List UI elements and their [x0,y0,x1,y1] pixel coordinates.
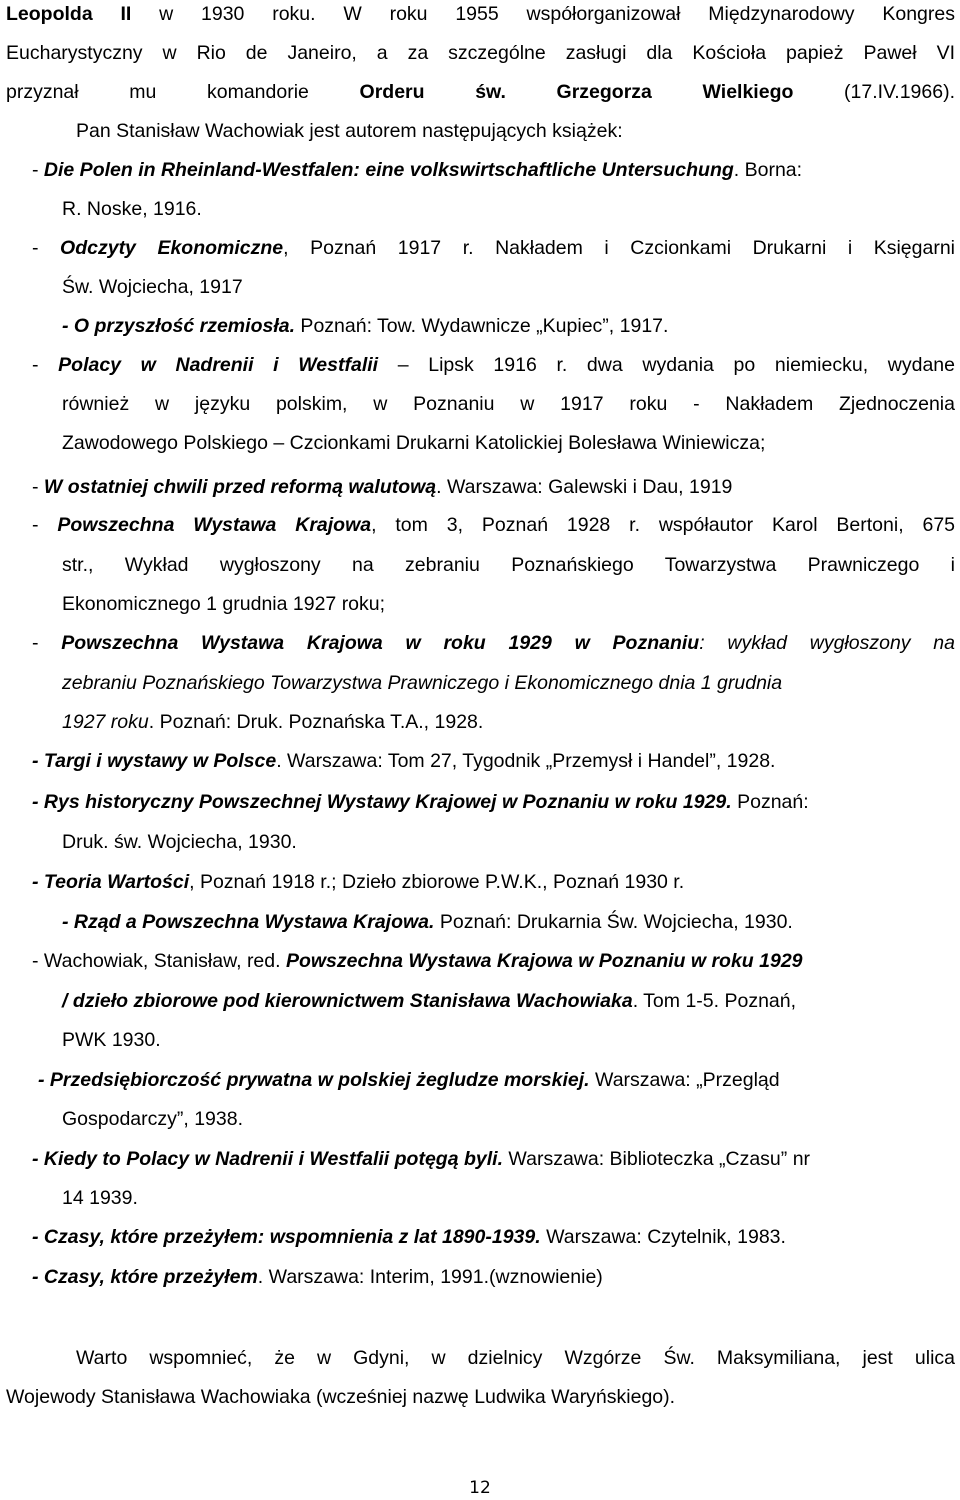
text-segment: Orderu św. Grzegorza Wielkiego [359,81,794,103]
text-line [62,1186,138,1210]
text-segment: Poznań: [731,791,809,813]
book-title: Powszechna Wystawa Krajowa w roku 1929 w Poznaniu [61,632,700,654]
book-title: - Czasy, które przeżyłem [32,1266,258,1288]
text-line [62,910,793,934]
text-line [62,314,668,338]
text-line [6,1385,675,1409]
text-segment: R. Noske, 1916. [62,198,202,220]
text-segment: 1927 roku [62,711,149,733]
text-segment: - [32,476,44,498]
text-segment: przyznał mu komandorie [6,81,360,103]
book-title: Powszechna Wystawa Krajowa w Poznaniu w roku 1929 [285,950,803,972]
text-line [62,197,202,221]
page-number: 12 [469,1478,491,1498]
text-segment: PWK 1930. [62,1029,161,1051]
text-line [32,1225,786,1249]
text-line [62,553,955,577]
text-line [32,513,955,537]
text-line [32,1265,603,1289]
text-segment: Gospodarczy”, 1938. [62,1108,244,1130]
text-segment: Wojewody Stanisława Wachowiaka (wcześniej nazwę Ludwika Waryńskiego). [6,1386,676,1408]
text-line [76,1346,955,1370]
text-line [38,1068,780,1092]
text-segment: Zawodowego Polskiego – Czcionkami Drukarni Katolickiej Bolesława Winiewicza; [62,432,766,454]
text-line [62,1107,243,1131]
text-line [62,592,385,616]
book-title: - Teoria Wartości [32,871,190,893]
book-title: - Przedsiębiorczość prywatna w polskiej żegludze morskiej. [38,1069,590,1091]
book-title: / dzieło zbiorowe pod kierownictwem Stanisława Wachowiaka [62,990,633,1012]
text-segment: Warszawa: Biblioteczka „Czasu” nr [503,1148,811,1170]
text-segment: Warto wspomnieć, że w Gdyni, w dzielnicy Wzgórze Św. Maksymiliana, jest ulica [76,1347,955,1369]
text-segment: , Poznań 1918 r.; Dzieło zbiorowe P.W.K., Poznań 1930 r. [189,871,685,893]
book-title: - Kiedy to Polacy w Nadrenii i Westfalii potęgą byli. [32,1148,503,1170]
text-line [6,2,955,26]
book-title: - Rys historyczny Powszechnej Wystawy Krajowej w Poznaniu w roku 1929. [32,791,732,813]
book-title: Odczyty Ekonomiczne [60,237,284,259]
text-line [32,158,802,182]
text-segment: , Poznań 1917 r. Nakładem i Czcionkami Drukarni i Księgarni [283,237,955,259]
book-title: Powszechna Wystawa Krajowa [57,514,372,536]
book-title: Polacy w Nadrenii i Westfalii [58,354,379,376]
text-segment: - [32,159,44,181]
text-line [62,431,765,455]
text-segment: w 1930 roku. W roku 1955 współorganizował Międzynarodowy Kongres [131,3,955,25]
text-line [62,710,483,734]
text-segment: - [32,632,62,654]
text-segment: Pan Stanisław Wachowiak jest autorem następujących książek: [76,120,623,142]
text-segment: - [32,354,59,376]
text-segment: 14 1939. [62,1187,138,1209]
book-title: - Czasy, które przeżyłem: wspomnienia z lat 1890-1939. [32,1226,541,1248]
text-segment: (17.IV.1966). [793,81,955,103]
text-line [32,353,955,377]
text-segment: . Warszawa: Galewski i Dau, 1919 [436,476,733,498]
text-segment: . Poznań: Druk. Poznańska T.A., 1928. [148,711,484,733]
text-line [32,949,803,973]
text-segment: Eucharystyczny w Rio de Janeiro, a za szczególne zasługi dla Kościoła papież Paweł VI [6,42,955,64]
text-line [62,275,243,299]
text-line [6,80,955,104]
text-segment: również w języku polskim, w Poznaniu w 1917 roku - Nakładem Zjednoczenia [62,393,955,415]
text-line [76,119,623,143]
text-line [32,236,955,260]
text-segment: Poznań: Tow. Wydawnicze „Kupiec”, 1917. [295,315,669,337]
text-segment: str., Wykład wygłoszony na zebraniu Poznańskiego Towarzystwa Prawniczego i [62,554,955,576]
text-segment: Św. Wojciecha, 1917 [62,276,243,298]
text-segment: . Tom 1-5. Poznań, [632,990,797,1012]
text-segment: zebraniu Poznańskiego Towarzystwa Prawniczego i Ekonomicznego dnia 1 grudnia [62,672,783,694]
text-segment: - [32,237,61,259]
book-title: - O przyszłość rzemiosła. [62,315,296,337]
text-line [6,41,955,65]
text-line [32,1147,810,1171]
text-segment: Poznań: Drukarnia Św. Wojciecha, 1930. [434,911,793,933]
text-segment: . Borna: [733,159,803,181]
text-segment: Druk. św. Wojciecha, 1930. [62,831,297,853]
text-line [62,392,955,416]
book-title: - Targi i wystawy w Polsce [32,750,277,772]
text-segment: Warszawa: „Przegląd [589,1069,780,1091]
text-line [32,749,775,773]
book-title: Die Polen in Rheinland-Westfalen: eine volkswirtschaftliche Untersuchung [43,159,734,181]
text-line [62,989,796,1013]
text-line [32,790,809,814]
book-title: - Rząd a Powszechna Wystawa Krajowa. [62,911,435,933]
text-segment: - [32,514,58,536]
text-segment: . Warszawa: Interim, 1991.(wznowienie) [257,1266,603,1288]
text-segment: Leopolda II [6,3,132,25]
text-segment: - Wachowiak, Stanisław, red. [32,950,286,972]
text-line [62,1028,161,1052]
text-segment: Ekonomicznego 1 grudnia 1927 roku; [62,593,386,615]
text-line [32,631,955,655]
text-segment: – Lipsk 1916 r. dwa wydania po niemiecku, wydane [378,354,955,376]
text-line [62,830,297,854]
text-segment: : wykład wygłoszony na [699,632,955,654]
text-line [32,870,684,894]
text-line [62,671,782,695]
text-line [32,475,732,499]
text-segment: , tom 3, Poznań 1928 r. współautor Karol Bertoni, 675 [371,514,956,536]
text-segment: Warszawa: Czytelnik, 1983. [540,1226,786,1248]
book-title: W ostatniej chwili przed reformą walutową [43,476,437,498]
text-segment: . Warszawa: Tom 27, Tygodnik „Przemysł i Handel”, 1928. [276,750,776,772]
